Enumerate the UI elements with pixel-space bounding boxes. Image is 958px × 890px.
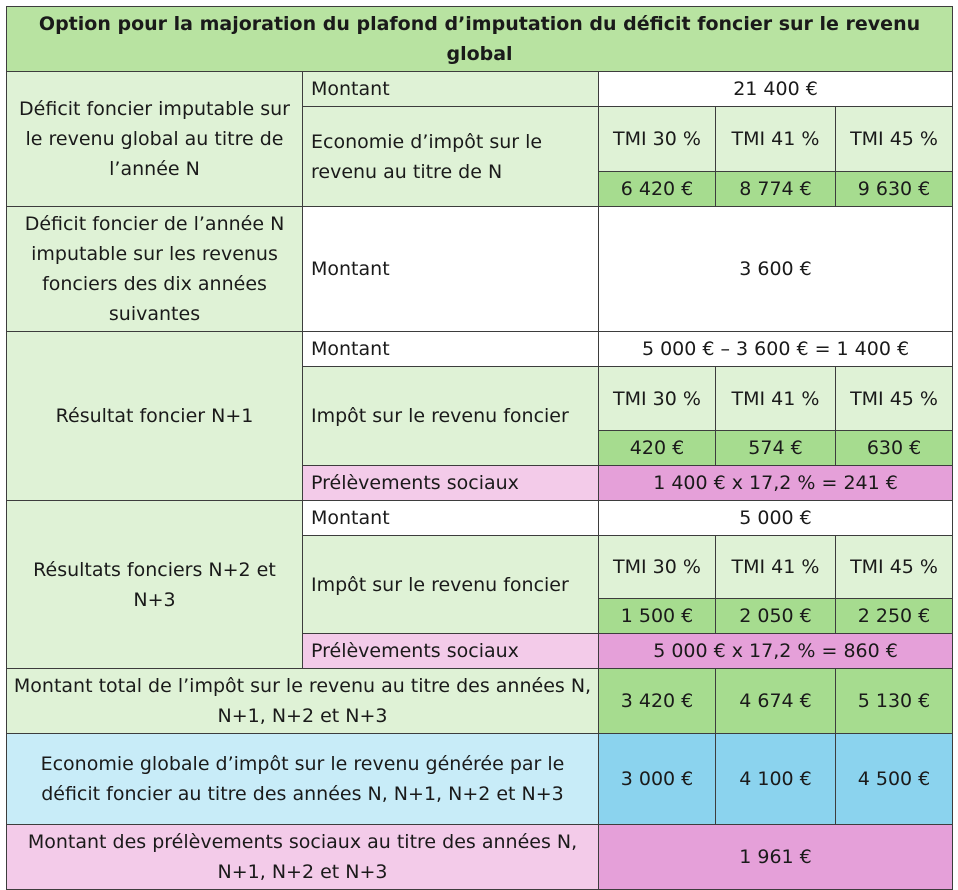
tmi-45-header: TMI 45 %	[836, 536, 953, 599]
value-montant: 21 400 €	[599, 72, 953, 107]
value-montant: 3 600 €	[599, 207, 953, 332]
label-economie-impot: Economie d’impôt sur le revenu au titre de N	[303, 107, 599, 207]
table-row	[7, 669, 953, 734]
table-row	[7, 332, 953, 367]
row-header-resultat-n1: Résultat foncier N+1	[7, 332, 303, 501]
value-tmi-45: 9 630 €	[836, 172, 953, 207]
value-prelevements-sociaux: 1 400 € x 17,2 % = 241 €	[599, 466, 953, 501]
value-tmi-41: 8 774 €	[716, 172, 836, 207]
label-impot-foncier: Impôt sur le revenu foncier	[303, 536, 599, 634]
tmi-30-header: TMI 30 %	[599, 107, 716, 172]
value-tmi-45: 2 250 €	[836, 599, 953, 634]
table-row	[7, 72, 953, 107]
economie-globale-tmi-30: 3 000 €	[599, 734, 716, 825]
row-header-deficit-imputable: Déficit foncier imputable sur le revenu global au titre de l’année N	[7, 72, 303, 207]
value-tmi-41: 574 €	[716, 431, 836, 466]
total-impot-tmi-45: 5 130 €	[836, 669, 953, 734]
label-prelevements-sociaux: Prélèvements sociaux	[303, 634, 599, 669]
total-impot-tmi-41: 4 674 €	[716, 669, 836, 734]
row-header-deficit-reportable: Déficit foncier de l’année N imputable sur les revenus fonciers des dix années suivantes	[7, 207, 303, 332]
title-row	[7, 7, 953, 72]
table-row	[7, 207, 953, 332]
value-total-prelevements: 1 961 €	[599, 825, 953, 890]
value-montant: 5 000 €	[599, 501, 953, 536]
tmi-41-header: TMI 41 %	[716, 536, 836, 599]
table-row	[7, 734, 953, 825]
deficit-foncier-table	[6, 6, 953, 890]
value-tmi-41: 2 050 €	[716, 599, 836, 634]
row-header-resultats-n2-n3: Résultats fonciers N+2 et N+3	[7, 501, 303, 669]
value-montant: 5 000 € – 3 600 € = 1 400 €	[599, 332, 953, 367]
label-economie-globale: Economie globale d’impôt sur le revenu générée par le déficit foncier au titre des années N, N+1, N+2 et N+3	[7, 734, 599, 825]
total-impot-tmi-30: 3 420 €	[599, 669, 716, 734]
label-total-impot: Montant total de l’impôt sur le revenu au titre des années N, N+1, N+2 et N+3	[7, 669, 599, 734]
value-tmi-30: 6 420 €	[599, 172, 716, 207]
economie-globale-tmi-45: 4 500 €	[836, 734, 953, 825]
label-montant: Montant	[303, 207, 599, 332]
table-row	[7, 501, 953, 536]
tmi-30-header: TMI 30 %	[599, 367, 716, 431]
tmi-45-header: TMI 45 %	[836, 107, 953, 172]
label-montant: Montant	[303, 501, 599, 536]
value-prelevements-sociaux: 5 000 € x 17,2 % = 860 €	[599, 634, 953, 669]
label-total-prelevements: Montant des prélèvements sociaux au titre des années N, N+1, N+2 et N+3	[7, 825, 599, 890]
value-tmi-30: 420 €	[599, 431, 716, 466]
label-impot-foncier: Impôt sur le revenu foncier	[303, 367, 599, 466]
tmi-41-header: TMI 41 %	[716, 367, 836, 431]
table-title: Option pour la majoration du plafond d’imputation du déficit foncier sur le revenu global	[7, 7, 953, 72]
label-montant: Montant	[303, 72, 599, 107]
tmi-45-header: TMI 45 %	[836, 367, 953, 431]
table-container	[6, 6, 953, 890]
value-tmi-30: 1 500 €	[599, 599, 716, 634]
tmi-41-header: TMI 41 %	[716, 107, 836, 172]
table-row	[7, 825, 953, 890]
label-montant: Montant	[303, 332, 599, 367]
value-tmi-45: 630 €	[836, 431, 953, 466]
tmi-30-header: TMI 30 %	[599, 536, 716, 599]
label-prelevements-sociaux: Prélèvements sociaux	[303, 466, 599, 501]
economie-globale-tmi-41: 4 100 €	[716, 734, 836, 825]
